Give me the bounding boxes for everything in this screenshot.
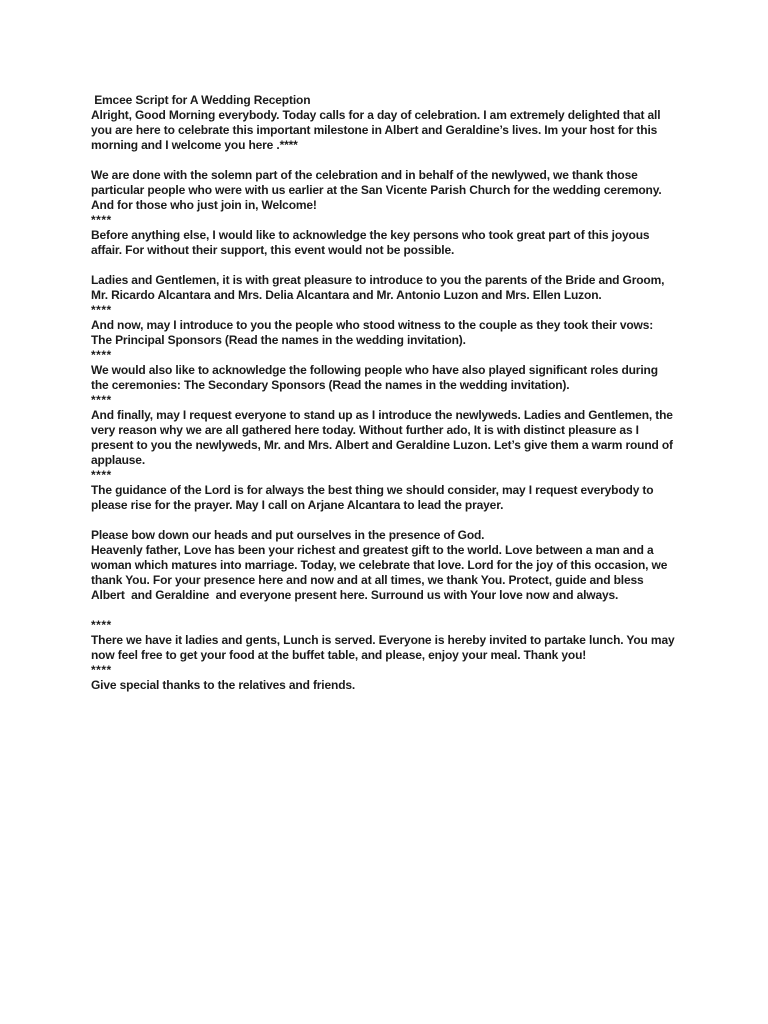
separator-line: ****: [91, 618, 112, 632]
blank-line: [91, 603, 676, 618]
paragraph: Heavenly father, Love has been your richest and greatest gift to the world. Love between a man and a woman which matures into marriage. Today, we celebrate that love. Lord for the joy of this occasion, we thank You. For your presence here and now and at all times, we thank You. Protect, guide and bless Albert and Geraldine and everyone present here. Surround us with Your love now and always.: [91, 543, 671, 602]
separator-line: ****: [91, 213, 112, 227]
blank-line: [91, 513, 676, 528]
paragraph: Ladies and Gentlemen, it is with great pleasure to introduce to you the parents of the Bride and Groom, Mr. Ricardo Alcantara and Mrs. Delia Alcantara and Mr. Antonio Luzon and Mrs. Ellen Luzon.: [91, 273, 668, 302]
document-body: [91, 93, 676, 693]
separator-line: ****: [91, 348, 112, 362]
paragraph: We would also like to acknowledge the following people who have also played significant roles during the ceremonies: The Secondary Sponsors (Read the names in the wedding invitation).: [91, 363, 662, 392]
paragraph: Before anything else, I would like to acknowledge the key persons who took great part of this joyous affair. For without their support, this event would not be possible.: [91, 228, 653, 257]
paragraph: There we have it ladies and gents, Lunch is served. Everyone is hereby invited to partake lunch. You may now feel free to get your food at the buffet table, and please, enjoy your meal. Thank you!: [91, 633, 678, 662]
paragraph: The guidance of the Lord is for always the best thing we should consider, may I request everybody to please rise for the prayer. May I call on Arjane Alcantara to lead the prayer.: [91, 483, 657, 512]
separator-line: ****: [91, 468, 112, 482]
paragraph: And finally, may I request everyone to stand up as I introduce the newlyweds. Ladies and Gentlemen, the very reason why we are all gathered here today. Without further ado, It is with distinct pleasure as I present to you the newlyweds, Mr. and Mrs. Albert and Geraldine Luzon. Let’s give them a warm round of applause.: [91, 408, 677, 467]
separator-line: ****: [91, 303, 112, 317]
paragraph: Give special thanks to the relatives and friends.: [91, 678, 356, 692]
paragraph: We are done with the solemn part of the celebration and in behalf of the newlywed, we thank those particular people who were with us earlier at the San Vicente Parish Church for the wedding ceremony. And for those who just join in, Welcome!: [91, 168, 665, 212]
paragraph: And now, may I introduce to you the people who stood witness to the couple as they took their vows: The Principal Sponsors (Read the names in the wedding invitation).: [91, 318, 657, 347]
blank-line: [91, 153, 676, 168]
paragraph: Alright, Good Morning everybody. Today calls for a day of celebration. I am extremely delighted that all you are here to celebrate this important milestone in Albert and Geraldine’s lives. Im your host for this morning and I welcome you here .****: [91, 108, 664, 152]
paragraph: Please bow down our heads and put ourselves in the presence of God.: [91, 528, 485, 542]
separator-line: ****: [91, 393, 112, 407]
separator-line: ****: [91, 663, 112, 677]
blank-line: [91, 258, 676, 273]
document-title: Emcee Script for A Wedding Reception: [91, 93, 311, 107]
